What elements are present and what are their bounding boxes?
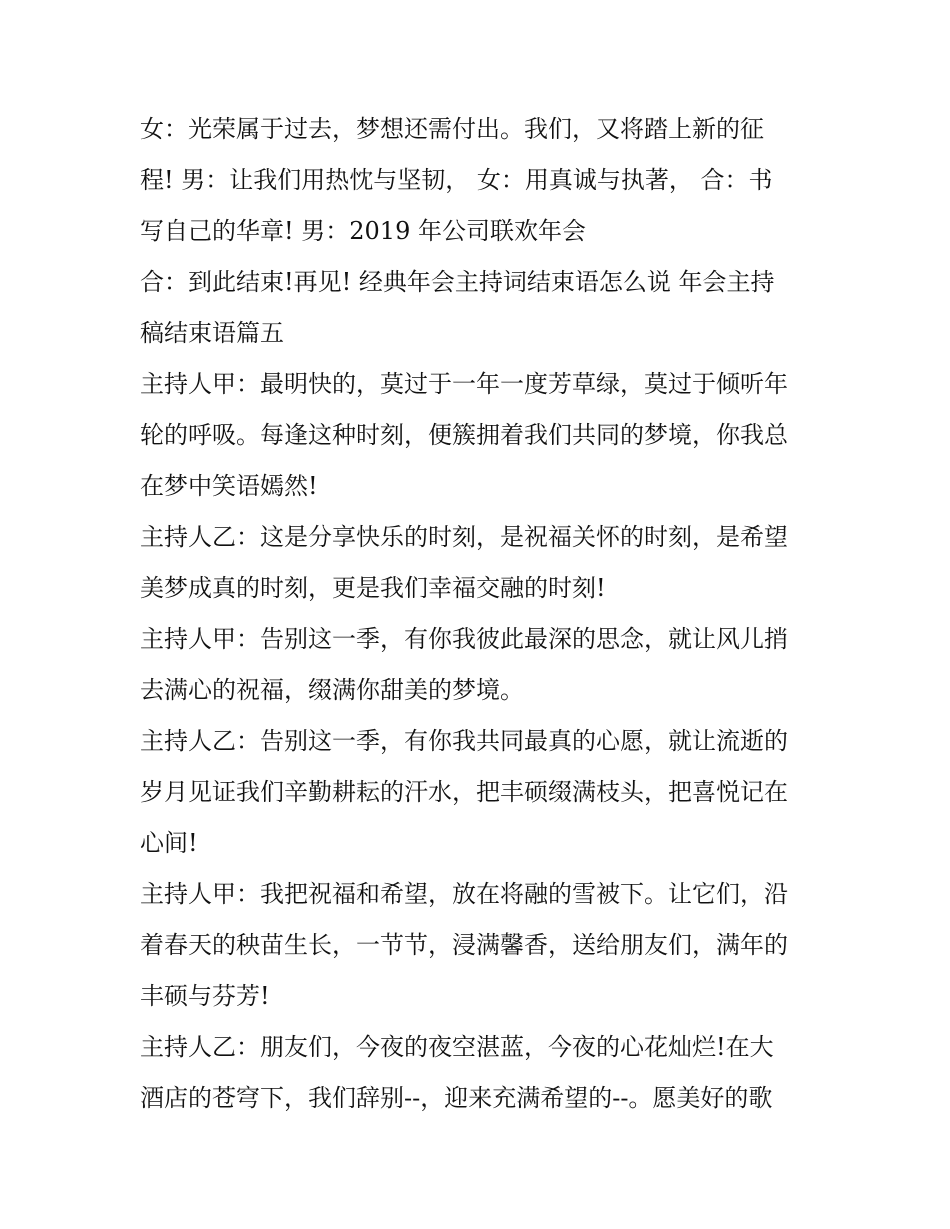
text-line: 酒店的苍穹下，我们辞别--，迎来充满希望的--。愿美好的歌 (140, 1084, 773, 1112)
text-line: 女：光荣属于过去，梦想还需付出。我们，又将踏上新的征 (140, 115, 764, 143)
text-line: 轮的呼吸。每逢这种时刻，便簇拥着我们共同的梦境，你我总 (140, 421, 788, 449)
text-line: 主持人乙：朋友们，今夜的夜空湛蓝，今夜的心花灿烂!在大 (140, 1033, 774, 1061)
text-line: 稿结束语篇五 (140, 319, 284, 347)
text-line: 去满心的祝福，缀满你甜美的梦境。 (140, 676, 524, 704)
text-line: 美梦成真的时刻，更是我们幸福交融的时刻! (140, 574, 606, 602)
text-line: 主持人甲：我把祝福和希望，放在将融的雪被下。让它们，沿 (140, 880, 788, 908)
text-line: 合：到此结束!再见! 经典年会主持词结束语怎么说 年会主持 (140, 268, 775, 296)
text-line: 着春天的秧苗生长，一节节，浸满馨香，送给朋友们，满年的 (140, 931, 788, 959)
text-line: 岁月见证我们辛勤耕耘的汗水，把丰硕缀满枝头，把喜悦记在 (140, 778, 788, 806)
document-body (140, 104, 820, 1124)
text-line: 在梦中笑语嫣然! (140, 472, 318, 500)
text-line: 心间! (140, 829, 198, 857)
text-line: 主持人乙：这是分享快乐的时刻，是祝福关怀的时刻，是希望 (140, 523, 788, 551)
text-line: 主持人甲：告别这一季，有你我彼此最深的思念，就让风儿捎 (140, 625, 788, 653)
text-line: 程! 男：让我们用热忱与坚韧， 女：用真诚与执著， 合：书 (140, 166, 773, 194)
text-line: 丰硕与芬芳! (140, 982, 270, 1010)
text-line: 主持人甲：最明快的，莫过于一年一度芳草绿，莫过于倾听年 (140, 370, 788, 398)
text-line: 主持人乙：告别这一季，有你我共同最真的心愿，就让流逝的 (140, 727, 788, 755)
text-line: 写自己的华章! 男：2019 年公司联欢年会 (140, 217, 586, 245)
